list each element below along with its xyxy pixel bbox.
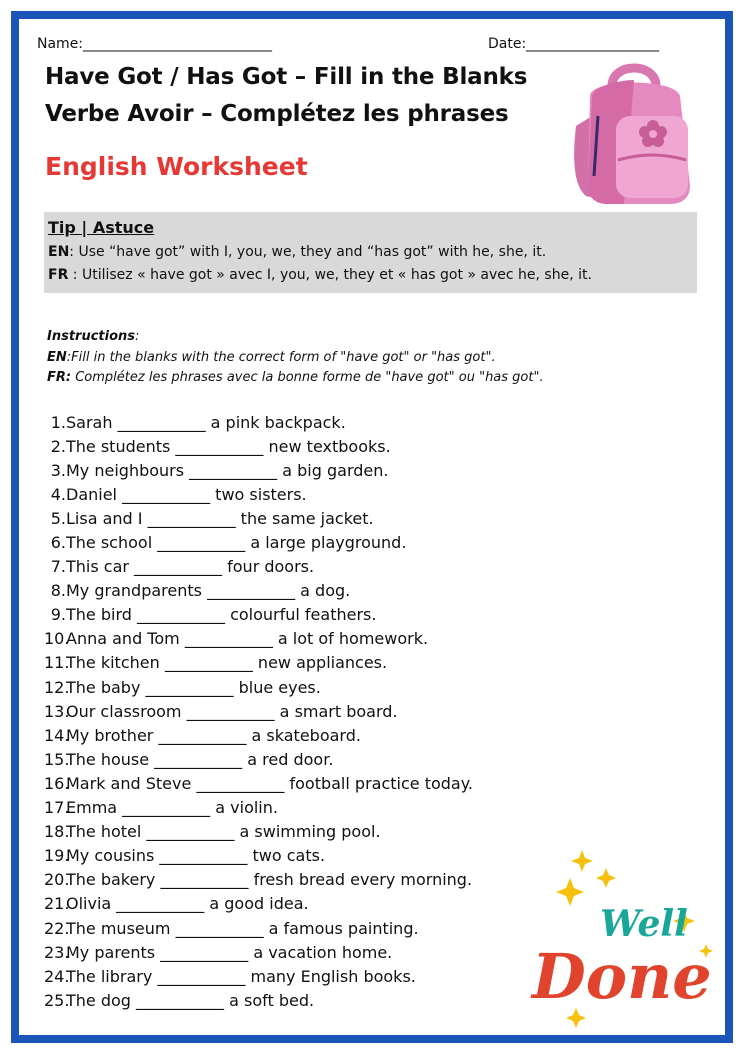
- exercise-item: [44, 723, 473, 747]
- exercise-item: [44, 555, 473, 579]
- item-number: 12.: [44, 677, 70, 697]
- item-number: 19.: [44, 846, 70, 866]
- item-number: 23.: [44, 942, 70, 962]
- item-sentence: The kitchen ___________ new appliances.: [66, 653, 388, 673]
- item-sentence: My neighbours ___________ a big garden.: [66, 460, 389, 480]
- item-sentence: Anna and Tom ___________ a lot of homework.: [66, 629, 429, 649]
- tip-en-tag: EN: [48, 244, 70, 260]
- item-number: 24.: [44, 966, 70, 986]
- item-number: 15.: [44, 749, 70, 769]
- exercise-item: [44, 747, 473, 771]
- item-sentence: Daniel ___________ two sisters.: [66, 484, 307, 504]
- item-number: 6.: [50, 533, 66, 553]
- exercise-item: [44, 651, 473, 675]
- instructions-heading: [47, 329, 139, 344]
- exercise-item: [44, 434, 473, 458]
- item-sentence: Mark and Steve ___________ football practice today.: [66, 773, 473, 793]
- worksheet-subtitle: English Worksheet: [45, 152, 308, 181]
- item-sentence: The students ___________ new textbooks.: [66, 436, 391, 456]
- item-sentence: This car ___________ four doors.: [66, 557, 315, 577]
- exercise-item: [44, 530, 473, 554]
- instructions-en-text: :Fill in the blanks with the correct form of "have got" or "has got".: [66, 350, 496, 365]
- exercise-item: [44, 868, 473, 892]
- item-number: 9.: [50, 605, 66, 625]
- item-number: 5.: [50, 508, 66, 528]
- tip-fr-text: : Utilisez « have got » avec I, you, we, they et « has got » avec he, she, it.: [68, 267, 592, 283]
- exercise-item: [44, 940, 473, 964]
- item-sentence: The house ___________ a red door.: [66, 749, 334, 769]
- item-sentence: The library ___________ many English books.: [66, 966, 416, 986]
- item-number: 1.: [50, 412, 66, 432]
- item-number: 2.: [50, 436, 66, 456]
- exercise-item: [44, 916, 473, 940]
- backpack-icon: [564, 56, 704, 206]
- item-number: 3.: [50, 460, 66, 480]
- item-number: 17.: [44, 798, 70, 818]
- badge-done-text: Done: [532, 940, 712, 1013]
- item-number: 21.: [44, 894, 70, 914]
- item-sentence: Lisa and I ___________ the same jacket.: [66, 508, 374, 528]
- exercise-item: [44, 820, 473, 844]
- item-sentence: The baby ___________ blue eyes.: [66, 677, 321, 697]
- exercise-item: [44, 892, 473, 916]
- item-sentence: The hotel ___________ a swimming pool.: [66, 822, 381, 842]
- item-number: 10.: [44, 629, 70, 649]
- exercise-item: [44, 627, 473, 651]
- item-number: 11.: [44, 653, 70, 673]
- item-sentence: My grandparents ___________ a dog.: [66, 581, 351, 601]
- exercise-item: [44, 796, 473, 820]
- item-number: 7.: [50, 557, 66, 577]
- instructions-en-tag: EN: [47, 350, 67, 365]
- item-number: 16.: [44, 773, 70, 793]
- item-number: 25.: [44, 990, 70, 1010]
- item-sentence: My cousins ___________ two cats.: [66, 846, 326, 866]
- well-done-badge: [524, 848, 720, 1028]
- exercise-item: [44, 506, 473, 530]
- badge-well-text: Well: [600, 903, 688, 945]
- exercise-item: [44, 699, 473, 723]
- item-sentence: The school ___________ a large playground.: [66, 533, 407, 553]
- instructions-colon: :: [135, 329, 140, 344]
- tip-english: [48, 244, 546, 260]
- exercise-item: [44, 410, 473, 434]
- item-sentence: Emma ___________ a violin.: [66, 798, 278, 818]
- item-sentence: My brother ___________ a skateboard.: [66, 725, 361, 745]
- item-number: 13.: [44, 701, 70, 721]
- item-sentence: Olivia ___________ a good idea.: [66, 894, 309, 914]
- item-sentence: My parents ___________ a vacation home.: [66, 942, 393, 962]
- item-sentence: The museum ___________ a famous painting.: [66, 918, 419, 938]
- item-number: 14.: [44, 725, 70, 745]
- item-number: 8.: [50, 581, 66, 601]
- exercise-item: [44, 844, 473, 868]
- item-sentence: The bakery ___________ fresh bread every morning.: [66, 870, 473, 890]
- tip-en-text: : Use “have got” with I, you, we, they and “has got” with he, she, it.: [69, 244, 547, 260]
- item-number: 18.: [44, 822, 70, 842]
- instructions-fr-tag: FR:: [47, 370, 72, 385]
- item-number: 4.: [50, 484, 66, 504]
- exercise-item: [44, 458, 473, 482]
- instructions-heading-text: Instructions: [47, 329, 136, 344]
- exercise-item: [44, 675, 473, 699]
- exercise-item: [44, 579, 473, 603]
- tip-french: [48, 267, 592, 283]
- item-sentence: The dog ___________ a soft bed.: [66, 990, 315, 1010]
- instructions-fr-text: Complétez les phrases avec la bonne forme de "have got" ou "has got".: [71, 370, 544, 385]
- exercise-list: [44, 410, 473, 1012]
- worksheet-title-french: Verbe Avoir – Complétez les phrases: [45, 101, 509, 127]
- tip-box: [44, 212, 697, 293]
- exercise-item: [44, 603, 473, 627]
- name-field-label: Name:___________________________: [37, 36, 273, 52]
- item-number: 22.: [44, 918, 70, 938]
- instructions-english: [47, 350, 496, 365]
- tip-fr-tag: FR: [48, 267, 69, 283]
- exercise-item: [44, 988, 473, 1012]
- worksheet-title: Have Got / Has Got – Fill in the Blanks: [45, 64, 528, 90]
- item-sentence: Our classroom ___________ a smart board.: [66, 701, 398, 721]
- item-sentence: The bird ___________ colourful feathers.: [66, 605, 377, 625]
- tip-title: Tip | Astuce: [48, 218, 155, 237]
- exercise-item: [44, 964, 473, 988]
- item-sentence: Sarah ___________ a pink backpack.: [66, 412, 346, 432]
- date-field-label: Date:___________________: [488, 36, 660, 52]
- exercise-item: [44, 771, 473, 795]
- instructions-french: [47, 370, 544, 385]
- exercise-item: [44, 482, 473, 506]
- item-number: 20.: [44, 870, 70, 890]
